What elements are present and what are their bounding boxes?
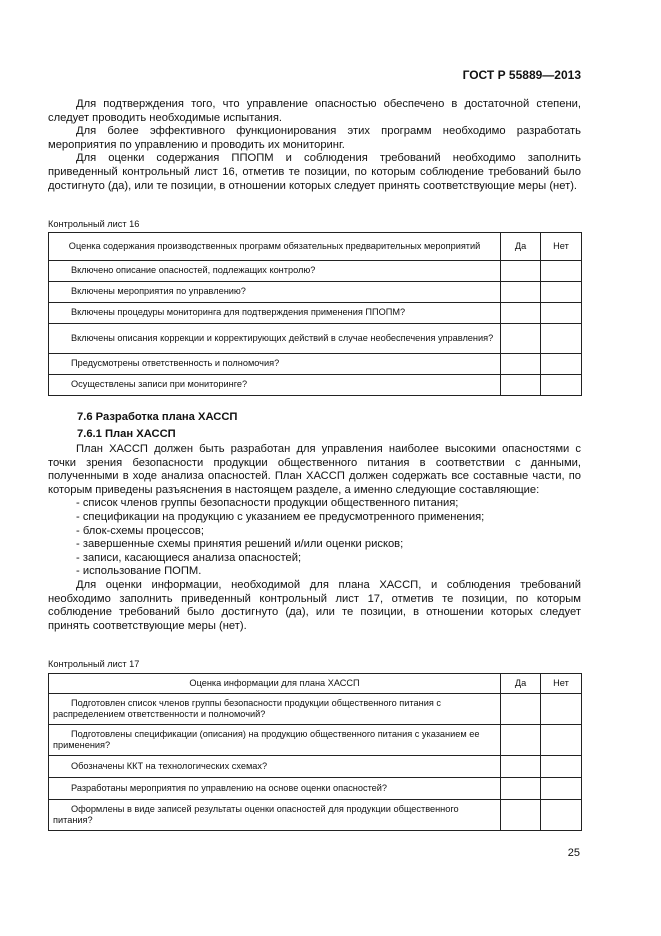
question-cell: Подготовлен список членов группы безопасности продукции общественного питания с распределением ответственности и полномочий? — [49, 694, 501, 725]
section-heading: 7.6 Разработка плана ХАССП — [77, 411, 238, 423]
no-cell[interactable] — [541, 324, 582, 354]
no-cell[interactable] — [541, 303, 582, 324]
table-row — [49, 282, 582, 303]
standard-id: ГОСТ Р 55889—2013 — [462, 68, 581, 82]
question-header: Оценка информации для плана ХАССП — [49, 674, 501, 694]
yes-header: Да — [501, 674, 541, 694]
question-cell: Осуществлены записи при мониторинге? — [49, 375, 501, 396]
checklist-17-table — [48, 673, 582, 831]
yes-header: Да — [501, 233, 541, 261]
list-item: - записи, касающиеся анализа опасностей; — [76, 551, 302, 564]
table-row — [49, 354, 582, 375]
yes-cell[interactable] — [501, 303, 541, 324]
table-row — [49, 725, 582, 756]
checklist-16-caption: Контрольный лист 16 — [48, 219, 140, 229]
no-cell[interactable] — [541, 800, 582, 831]
intro-paragraph: Для более эффективного функционирования этих программ необходимо разработать мероприятия по управлению и проводить их мониторинг. — [48, 125, 581, 151]
question-cell: Включены описания коррекции и корректирующих действий в случае необеспечения управления? — [49, 324, 501, 354]
table-row — [49, 756, 582, 778]
no-cell[interactable] — [541, 694, 582, 725]
yes-cell[interactable] — [501, 800, 541, 831]
list-item: - список членов группы безопасности продукции общественного питания; — [76, 497, 459, 510]
yes-cell[interactable] — [501, 725, 541, 756]
question-cell: Подготовлены спецификации (описания) на продукцию общественного питания с указанием ее применения? — [49, 725, 501, 756]
table-row — [49, 303, 582, 324]
yes-cell[interactable] — [501, 756, 541, 778]
table-row — [49, 778, 582, 800]
question-cell: Включены мероприятия по управлению? — [49, 282, 501, 303]
intro-paragraph: Для подтверждения того, что управление опасностью обеспечено в достаточной степени, следует проводить необходимые испытания. — [48, 98, 581, 124]
question-cell: Обозначены ККТ на технологических схемах? — [49, 756, 501, 778]
table-row — [49, 375, 582, 396]
yes-cell[interactable] — [501, 282, 541, 303]
no-cell[interactable] — [541, 778, 582, 800]
page-number: 25 — [567, 847, 580, 859]
section-paragraph: План ХАССП должен быть разработан для управления наиболее высокими опасностями с точки зрения безопасности продукции общественного питания в соответствии с данными, полученными в ходе анализа опасностей. План ХАССП должен содержать все составные части, по которым приведены разъяснения в настоящем разделе, а именно следующие составляющие: — [48, 443, 581, 496]
table-row — [49, 261, 582, 282]
table-header-row — [49, 674, 582, 694]
question-cell: Включено описание опасностей, подлежащих контролю? — [49, 261, 501, 282]
table-row — [49, 800, 582, 831]
list-item: - завершенные схемы принятия решений и/или оценки рисков; — [76, 538, 404, 551]
list-item: - использование ПОПМ. — [76, 565, 202, 578]
intro-paragraph: Для оценки содержания ППОПМ и соблюдения требований необходимо заполнить приведенный контрольный лист 16, отметив те позиции, по которым соблюдение требований было достигнуто (да), или те позиции, в отношении которых следует принять соответствующие меры (нет). — [48, 152, 581, 192]
no-header: Нет — [541, 233, 582, 261]
no-cell[interactable] — [541, 725, 582, 756]
yes-cell[interactable] — [501, 261, 541, 282]
list-item: - блок-схемы процессов; — [76, 524, 204, 537]
yes-cell[interactable] — [501, 778, 541, 800]
checklist-16-table — [48, 232, 582, 396]
question-cell: Предусмотрены ответственность и полномочия? — [49, 354, 501, 375]
question-header: Оценка содержания производственных программ обязательных предварительных мероприятий — [49, 233, 501, 261]
list-item: - спецификации на продукцию с указанием ее предусмотренного применения; — [76, 510, 485, 523]
yes-cell[interactable] — [501, 375, 541, 396]
yes-cell[interactable] — [501, 324, 541, 354]
checklist-17-caption: Контрольный лист 17 — [48, 659, 140, 669]
no-cell[interactable] — [541, 375, 582, 396]
question-cell: Включены процедуры мониторинга для подтверждения применения ППОПМ? — [49, 303, 501, 324]
section-paragraph: Для оценки информации, необходимой для плана ХАССП, и соблюдения требований необходимо заполнить приведенный контрольный лист 17, отметив те позиции, по которым соблюдение требований было достигнуто (да), или те позиции, в отношении которых следует принять соответствующие меры (нет). — [48, 578, 581, 632]
no-cell[interactable] — [541, 756, 582, 778]
no-cell[interactable] — [541, 261, 582, 282]
section-text — [48, 443, 581, 633]
question-cell: Разработаны мероприятия по управлению на основе оценки опасностей? — [49, 778, 501, 800]
yes-cell[interactable] — [501, 354, 541, 375]
no-header: Нет — [541, 674, 582, 694]
yes-cell[interactable] — [501, 694, 541, 725]
table-row — [49, 324, 582, 354]
no-cell[interactable] — [541, 282, 582, 303]
no-cell[interactable] — [541, 354, 582, 375]
table-header-row — [49, 233, 582, 261]
subsection-heading: 7.6.1 План ХАССП — [77, 428, 176, 440]
table-row — [49, 694, 582, 725]
intro-text — [48, 98, 581, 193]
question-cell: Оформлены в виде записей результаты оценки опасностей для продукции общественного питания? — [49, 800, 501, 831]
